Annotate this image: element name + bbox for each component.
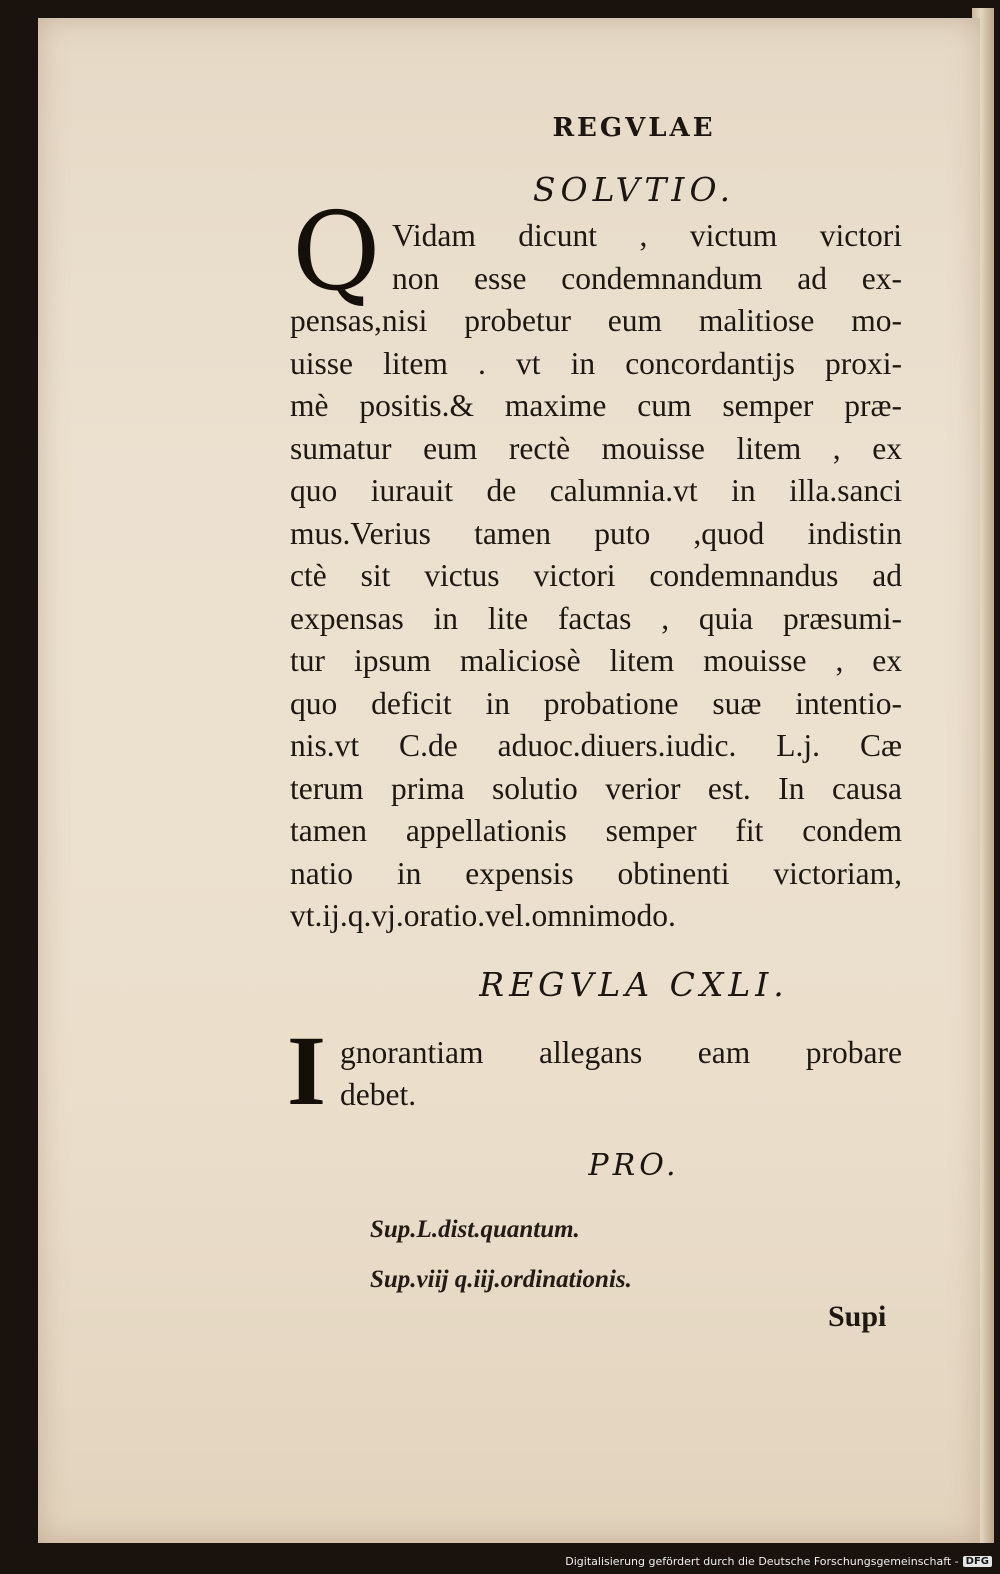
- text-line: quo iurauit de calumnia.vt in illa.sanci: [290, 473, 902, 508]
- footer-credit: Digitalisierung gefördert durch die Deutsche Forschungsgemeinschaft -: [565, 1555, 959, 1568]
- pro-heading: PRO.: [588, 1148, 680, 1183]
- text-line: uisse litem . vt in concordantijs proxi-: [290, 345, 902, 381]
- text-line: vt.ij.q.vj.oratio.vel.omnimodo.: [290, 898, 676, 933]
- text-line: mus.Verius tamen puto ,quod indistin: [290, 515, 902, 551]
- text-line: terum prima solutio verior est. In causa: [290, 770, 902, 806]
- running-header: REGVLAE: [552, 113, 716, 143]
- text-line: nis.vt C.de aduoc.diuers.iudic. L.j. Cæ: [290, 728, 902, 763]
- text-line: non esse condemnandum ad ex-: [392, 260, 902, 296]
- solutio-text: [290, 215, 902, 938]
- rule-text: [340, 1032, 902, 1116]
- text-line: Vidam dicunt , victum victori: [392, 218, 902, 253]
- solutio-heading: SOLVTIO.: [532, 170, 736, 209]
- text-line: debet.: [340, 1077, 417, 1112]
- text-line: natio in expensis obtinenti victoriam,: [290, 855, 902, 891]
- references: [370, 1205, 632, 1305]
- digitization-footer: [565, 1555, 992, 1568]
- dropcap-q: Q: [292, 190, 381, 315]
- reference-line: Sup.L.dist.quantum.: [370, 1216, 580, 1243]
- dropcap-i: I: [287, 1015, 326, 1126]
- text-line: sumatur eum rectè mouisse litem , ex: [290, 430, 902, 466]
- text-line: tur ipsum maliciosè litem mouisse , ex: [290, 643, 902, 678]
- text-line: expensas in lite factas , quia præsumi-: [290, 600, 902, 636]
- text-line: quo deficit in probatione suæ intentio-: [290, 685, 902, 721]
- text-line: ctè sit victus victori condemnandus ad: [290, 558, 902, 593]
- regula-heading: REGVLA CXLI.: [479, 965, 789, 1004]
- catchword: Supi: [828, 1300, 887, 1333]
- text-line: mè positis.& maxime cum semper præ-: [290, 388, 902, 423]
- reference-line: Sup.viij q.iij.ordinationis.: [370, 1266, 632, 1293]
- text-line: gnorantiam allegans eam probare: [340, 1035, 902, 1070]
- text-line: pensas,nisi probetur eum malitiose mo-: [290, 303, 902, 338]
- text-line: tamen appellationis semper fit condem: [290, 813, 902, 848]
- dfg-logo: DFG: [963, 1556, 992, 1567]
